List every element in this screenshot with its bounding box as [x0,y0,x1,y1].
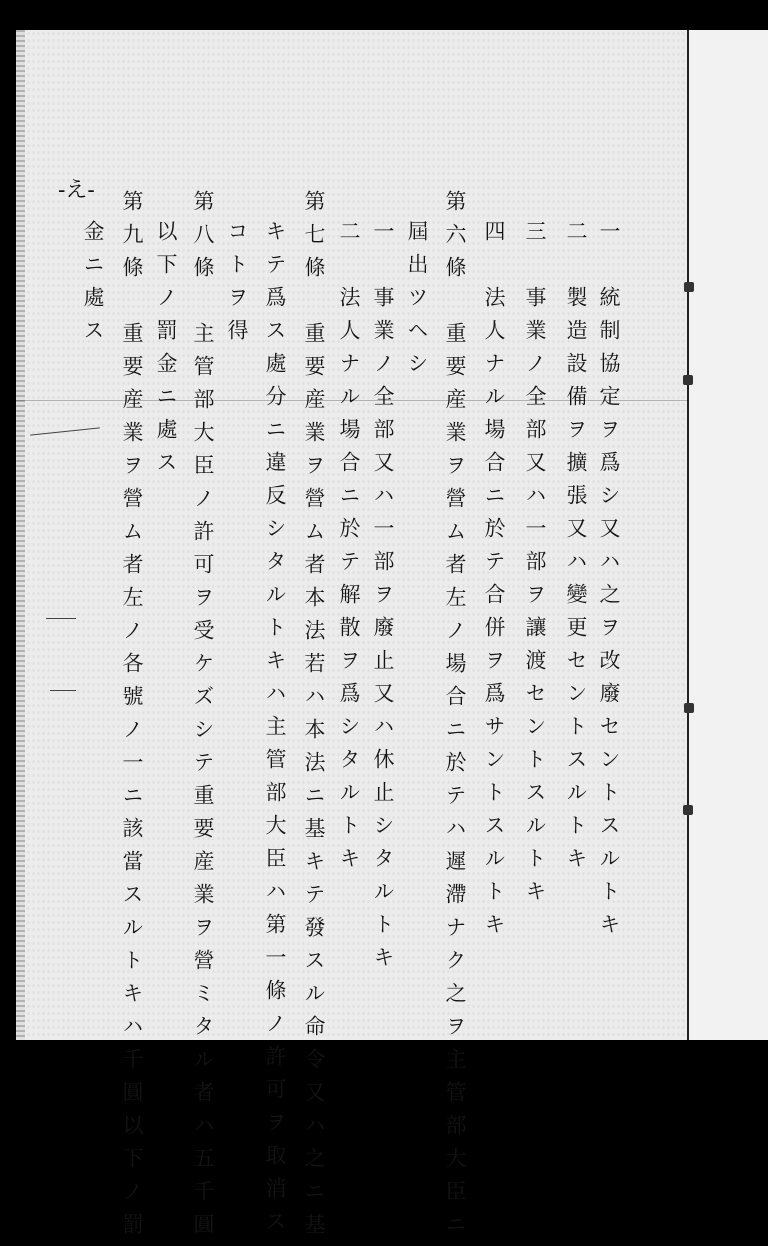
text-column: 屆出ツヘシ [405,220,429,385]
text-column: 二 法人ナル場合ニ於テ解散ヲ爲シタルトキ [337,220,361,880]
binding-edge [16,30,25,1040]
text-column: コトヲ得 [225,220,249,352]
pencil-mark [30,427,100,435]
article-column: 第六條 重要産業ヲ營ム者左ノ場合ニ於テハ遲滯ナク之ヲ主管部大臣ニ [443,190,467,1246]
page-marker: -え- [58,178,95,203]
article-column: 第七條 重要産業ヲ營ム者本法若ハ本法ニ基キテ發スル命令又ハ之ニ基 [302,190,326,1246]
text-column: 一 統制協定ヲ爲シ又ハ之ヲ改廢セントスルトキ [597,220,621,946]
pencil-mark [46,618,76,619]
article-column: 第八條 主管部大臣ノ許可ヲ受ケズシテ重要産業ヲ營ミタル者ハ五千圓 [191,190,215,1246]
article-column: 第九條 重要産業ヲ營ム者左ノ各號ノ一ニ該當スルトキハ千圓以下ノ罰 [120,190,144,1246]
binding-hole-mark [684,282,694,292]
text-column: 四 法人ナル場合ニ於テ合併ヲ爲サントスルトキ [482,220,506,946]
adjacent-page-edge [689,30,768,1040]
binding-hole-mark [683,375,693,385]
text-column: 三 事業ノ全部又ハ一部ヲ讓渡セントスルトキ [523,220,547,913]
text-column: 一 事業ノ全部又ハ一部ヲ廢止又ハ休止シタルトキ [371,220,395,979]
text-column: キテ爲ス處分ニ違反シタルトキハ主管部大臣ハ第一條ノ許可ヲ取消ス [263,220,287,1243]
text-column: 金ニ處ス [81,220,105,352]
binding-hole-mark [683,805,693,815]
text-column: 二 製造設備ヲ擴張又ハ變更セントスルトキ [564,220,588,880]
document-page [16,30,768,1246]
binding-hole-mark [684,703,694,713]
pencil-mark [50,690,76,691]
text-column: 以下ノ罰金ニ處ス [154,220,178,484]
